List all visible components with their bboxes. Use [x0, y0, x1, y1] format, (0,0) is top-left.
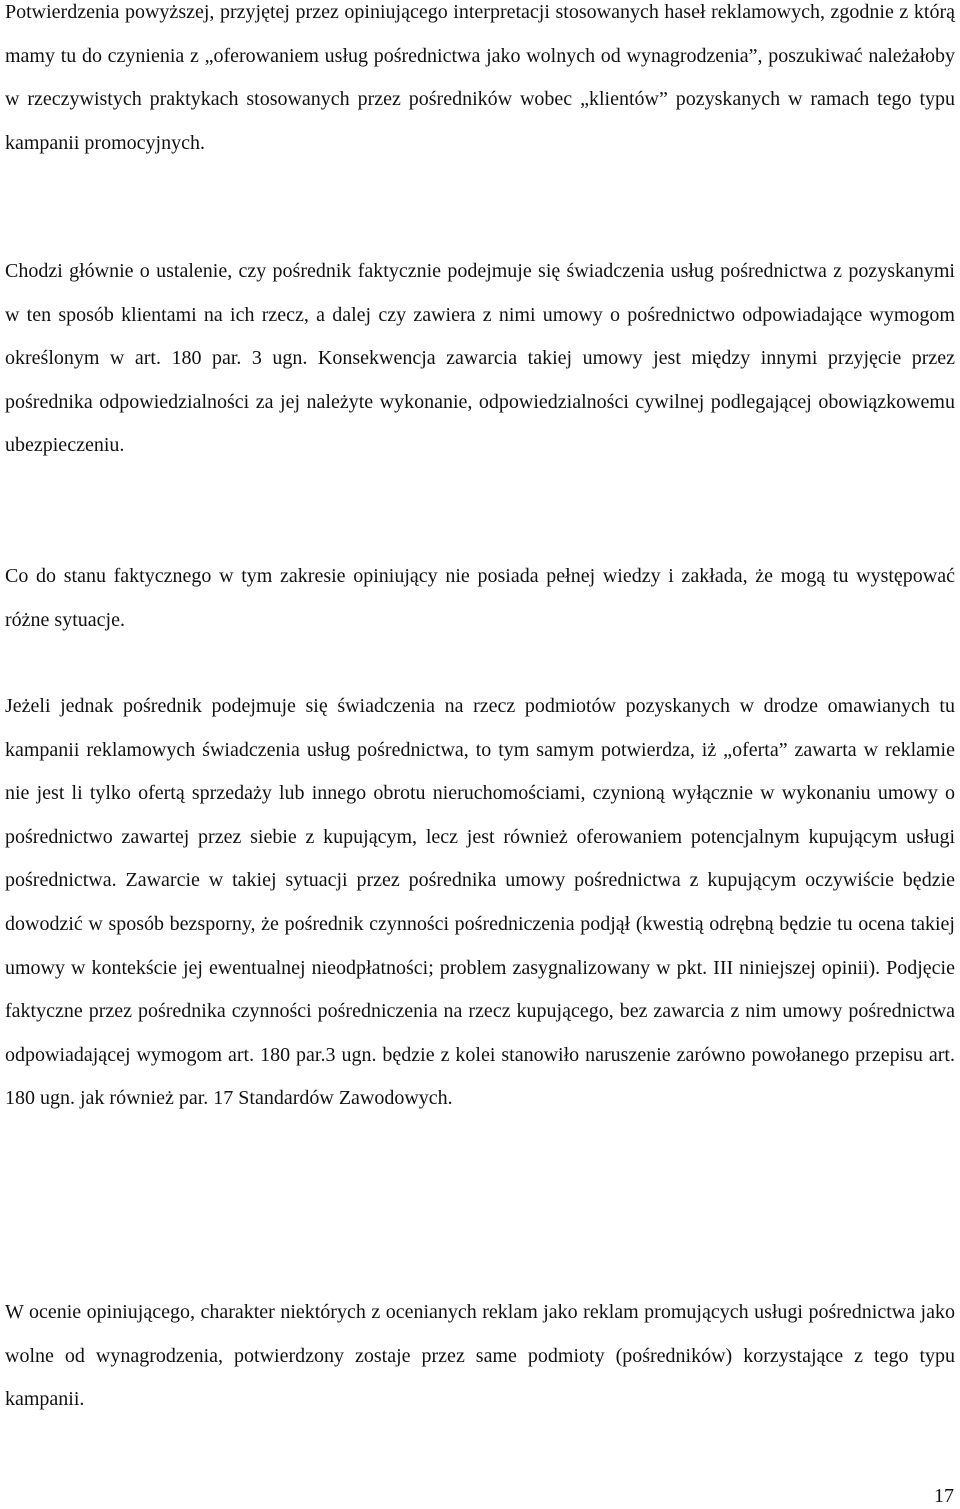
paragraph-if-intermediary: Jeżeli jednak pośrednik podejmuje się świadczenia na rzecz podmiotów pozyskanych w drodze omawianych tu kampanii reklamowych świadczenia usług pośrednictwa, to tym samym potwierdza, iż „oferta” zawarta w reklamie nie jest li tylko ofertą sprzedaży lub innego obrotu nieruchomościami, czynioną wyłącznie w wykonaniu umowy o pośrednictwo zawartej przez siebie z kupującym, lecz jest również oferowaniem potencjalnym kupującym usługi pośrednictwa. Zawarcie w takiej sytuacji przez pośrednika umowy pośrednictwa z kupującym oczywiście będzie dowodzić w sposób bezsporny, że pośrednik czynności pośredniczenia podjął (kwestią odrębną będzie tu ocena takiej umowy w kontekście jej ewentualnej nieodpłatności; problem zasygnalizowany w pkt. III niniejszej opinii). Podjęcie faktyczne przez pośrednika czynności pośredniczenia na rzecz kupującego, bez zawarcia z nim umowy pośrednictwa odpowiadającej wymogom art. 180 par.3 ugn. będzie z kolei stanowiło naruszenie zarówno powołanego przepisu art. 180 ugn. jak również par. 17 Standardów Zawodowych. [5, 695, 955, 1110]
page-number: 17 [934, 1485, 954, 1507]
paragraph-confirmation: Potwierdzenia powyższej, przyjętej przez opiniującego interpretacji stosowanych haseł reklamowych, zgodnie z którą mamy tu do czynienia z „oferowaniem usług pośrednictwa jako wolnych od wynagrodzenia”, poszukiwać należałoby w rzeczywistych praktykach stosowanych przez pośredników wobec „klientów” pozyskanych w ramach tego typu kampanii promocyjnych. [5, 1, 955, 154]
paragraph-opinion: W ocenie opiniującego, charakter niektórych z ocenianych reklam jako reklam promujących usługi pośrednictwa jako wolne od wynagrodzenia, potwierdzony zostaje przez same podmioty (pośredników) korzystające z tego typu kampanii. [5, 1301, 955, 1411]
paragraph-main-issue: Chodzi głównie o ustalenie, czy pośrednik faktycznie podejmuje się świadczenia usług pośrednictwa z pozyskanymi w ten sposób klientami na ich rzecz, a dalej czy zawiera z nimi umowy o pośrednictwo odpowiadające wymogom określonym w art. 180 par. 3 ugn. Konsekwencja zawarcia takiej umowy jest między innymi przyjęcie przez pośrednika odpowiedzialności za jej należyte wykonanie, odpowiedzialności cywilnej podlegającej obowiązkowemu ubezpieczeniu. [5, 260, 955, 457]
paragraph-factual-state: Co do stanu faktycznego w tym zakresie opiniujący nie posiada pełnej wiedzy i zakłada, że mogą tu występować różne sytuacje. [5, 565, 955, 631]
